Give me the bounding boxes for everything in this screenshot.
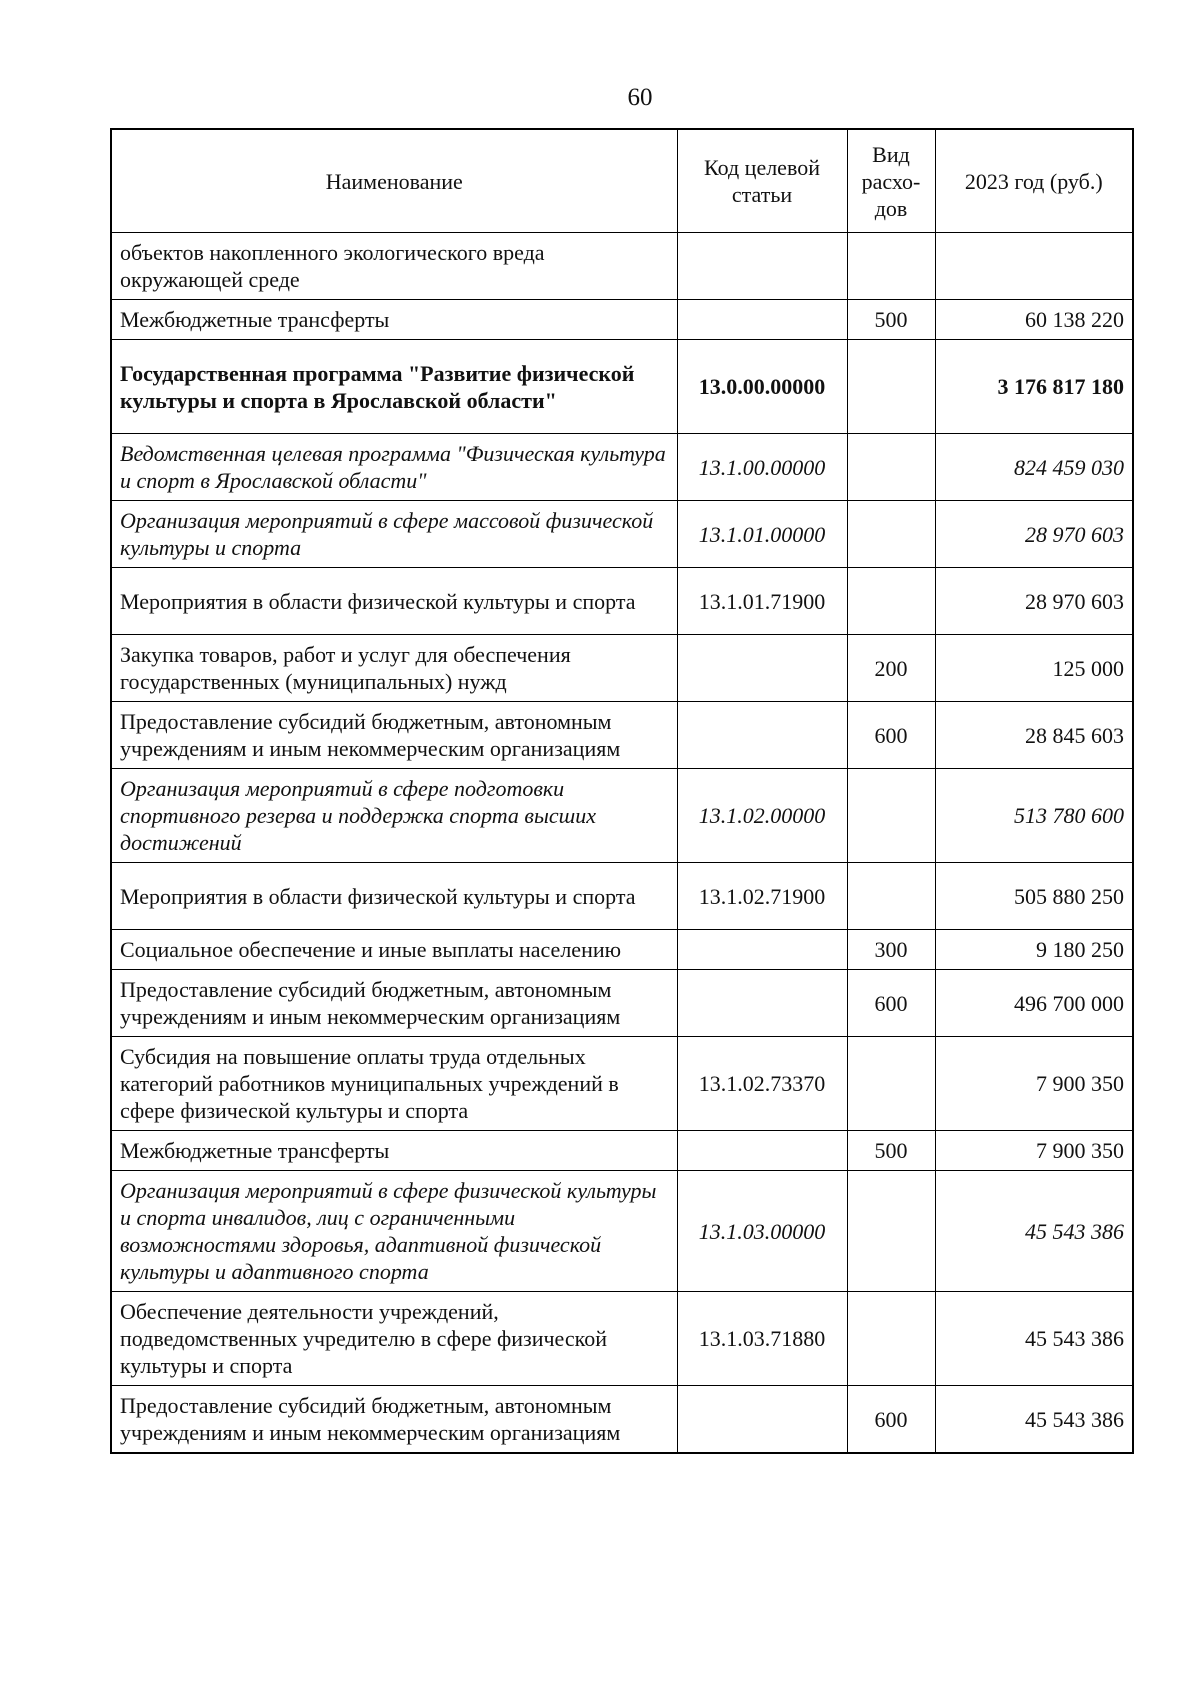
row-code: 13.1.02.71900 (677, 863, 847, 930)
row-vid: 500 (847, 1131, 935, 1171)
row-name: Предоставление субсидий бюджетным, автономным учреждениям и иным некоммерческим организациям (111, 702, 677, 769)
row-vid: 500 (847, 300, 935, 340)
row-code: 13.1.02.73370 (677, 1037, 847, 1131)
row-vid (847, 1171, 935, 1292)
table-row (111, 340, 1133, 434)
row-name: Межбюджетные трансферты (111, 300, 677, 340)
table-row (111, 434, 1133, 501)
table-row (111, 1131, 1133, 1171)
row-code (677, 702, 847, 769)
row-name: Ведомственная целевая программа "Физическая культура и спорт в Ярославской области" (111, 434, 677, 501)
row-code: 13.1.03.00000 (677, 1171, 847, 1292)
row-name: объектов накопленного экологического вреда окружающей среде (111, 233, 677, 300)
header-code: Код целевой статьи (677, 129, 847, 233)
row-code (677, 970, 847, 1037)
row-amount: 824 459 030 (935, 434, 1133, 501)
row-amount (935, 233, 1133, 300)
row-name: Государственная программа "Развитие физической культуры и спорта в Ярославской области" (111, 340, 677, 434)
row-amount: 3 176 817 180 (935, 340, 1133, 434)
row-amount: 9 180 250 (935, 930, 1133, 970)
row-amount: 45 543 386 (935, 1386, 1133, 1454)
table-row (111, 769, 1133, 863)
row-name: Организация мероприятий в сфере подготовки спортивного резерва и поддержка спорта высших достижений (111, 769, 677, 863)
row-vid (847, 863, 935, 930)
row-vid (847, 1037, 935, 1131)
row-vid: 600 (847, 970, 935, 1037)
row-code: 13.1.00.00000 (677, 434, 847, 501)
row-code (677, 1386, 847, 1454)
table-row (111, 1037, 1133, 1131)
row-code: 13.1.02.00000 (677, 769, 847, 863)
row-code (677, 1131, 847, 1171)
table-row (111, 863, 1133, 930)
row-code: 13.1.01.00000 (677, 501, 847, 568)
row-vid (847, 340, 935, 434)
table-row (111, 635, 1133, 702)
row-vid: 600 (847, 1386, 935, 1454)
row-amount: 505 880 250 (935, 863, 1133, 930)
budget-table (110, 128, 1134, 1454)
row-code (677, 300, 847, 340)
row-vid: 600 (847, 702, 935, 769)
row-name: Межбюджетные трансферты (111, 1131, 677, 1171)
header-amount: 2023 год (руб.) (935, 129, 1133, 233)
row-amount: 496 700 000 (935, 970, 1133, 1037)
header-name: Наименование (111, 129, 677, 233)
row-amount: 28 970 603 (935, 501, 1133, 568)
header-vid: Вид расхо-дов (847, 129, 935, 233)
row-amount: 45 543 386 (935, 1292, 1133, 1386)
row-vid (847, 434, 935, 501)
row-code (677, 930, 847, 970)
row-code (677, 635, 847, 702)
row-vid (847, 1292, 935, 1386)
row-code (677, 233, 847, 300)
row-name: Организация мероприятий в сфере массовой физической культуры и спорта (111, 501, 677, 568)
row-vid: 200 (847, 635, 935, 702)
table-row (111, 1292, 1133, 1386)
row-code: 13.0.00.00000 (677, 340, 847, 434)
row-vid (847, 501, 935, 568)
row-amount: 7 900 350 (935, 1037, 1133, 1131)
row-name: Субсидия на повышение оплаты труда отдельных категорий работников муниципальных учреждений в сфере физической культуры и спорта (111, 1037, 677, 1131)
row-name: Обеспечение деятельности учреждений, подведомственных учредителю в сфере физической культуры и спорта (111, 1292, 677, 1386)
row-name: Предоставление субсидий бюджетным, автономным учреждениям и иным некоммерческим организациям (111, 970, 677, 1037)
row-amount: 7 900 350 (935, 1131, 1133, 1171)
row-vid (847, 769, 935, 863)
row-name: Закупка товаров, работ и услуг для обеспечения государственных (муниципальных) нужд (111, 635, 677, 702)
table-header-row (111, 129, 1133, 233)
table-row (111, 702, 1133, 769)
table-row (111, 970, 1133, 1037)
row-amount: 28 845 603 (935, 702, 1133, 769)
row-name: Мероприятия в области физической культуры и спорта (111, 568, 677, 635)
row-name: Предоставление субсидий бюджетным, автономным учреждениям и иным некоммерческим организациям (111, 1386, 677, 1454)
row-code: 13.1.03.71880 (677, 1292, 847, 1386)
row-name: Организация мероприятий в сфере физической культуры и спорта инвалидов, лиц с ограниченными возможностями здоровья, адаптивной физической культуры и адаптивного спорта (111, 1171, 677, 1292)
table-row (111, 1171, 1133, 1292)
row-vid: 300 (847, 930, 935, 970)
table-row (111, 300, 1133, 340)
row-amount: 45 543 386 (935, 1171, 1133, 1292)
table-row (111, 501, 1133, 568)
row-amount: 60 138 220 (935, 300, 1133, 340)
table-row (111, 568, 1133, 635)
row-vid (847, 568, 935, 635)
row-name: Социальное обеспечение и иные выплаты населению (111, 930, 677, 970)
table-row (111, 233, 1133, 300)
row-amount: 28 970 603 (935, 568, 1133, 635)
row-code: 13.1.01.71900 (677, 568, 847, 635)
table-row (111, 1386, 1133, 1454)
row-amount: 513 780 600 (935, 769, 1133, 863)
table-row (111, 930, 1133, 970)
page-number: 60 (627, 84, 653, 111)
row-name: Мероприятия в области физической культуры и спорта (111, 863, 677, 930)
row-vid (847, 233, 935, 300)
row-amount: 125 000 (935, 635, 1133, 702)
